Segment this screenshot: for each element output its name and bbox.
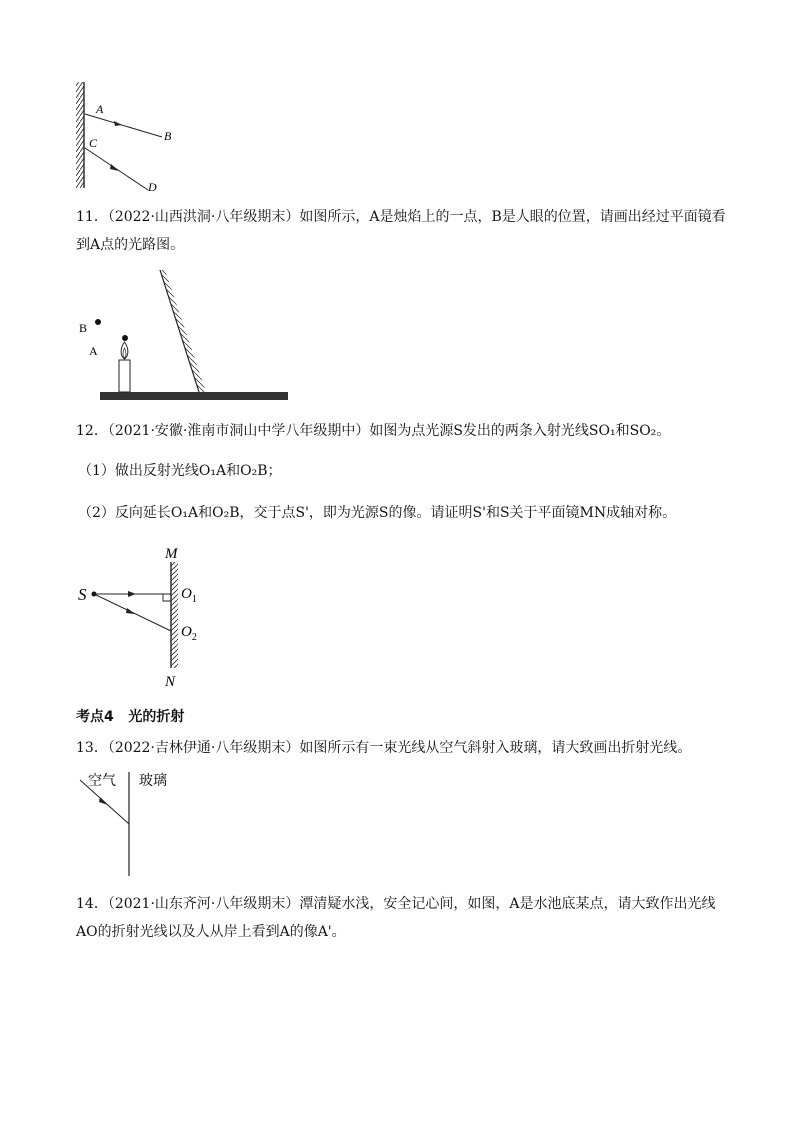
question-12-part1: （1）做出反射光线O₁A和O₂B； (78, 463, 282, 479)
candle-mirror-figure (70, 268, 300, 408)
mirror-hatching (76, 82, 84, 188)
label-c: C (89, 136, 98, 150)
label-n: N (165, 674, 176, 690)
question-11-text: 11．（2022·山西洪洞·八年级期末）如图所示，A是烛焰上的一点，B是人眼的位置，请画出经过平面镜看到A点的光路图。 (76, 209, 726, 253)
label-o2 (181, 624, 197, 643)
air-glass-figure (70, 768, 190, 880)
incident-ray-arrow (99, 797, 108, 805)
section-heading: 考点4 光的折射 (76, 709, 185, 725)
candle (119, 360, 130, 392)
label-o1 (181, 586, 197, 605)
question-14-text: 14．（2021·山东齐河·八年级期末）潭清疑水浅，安全记心间，如图，A是水池底某点，请大致作出光线AO的折射光线以及人从岸上看到A的像A'。 (76, 896, 716, 940)
table-base (100, 392, 288, 400)
mirror-surface (160, 270, 199, 392)
ray-cd-arrow (110, 164, 119, 171)
point-a (122, 335, 128, 341)
question-13-text: 13．（2022·吉林伊通·八年级期末）如图所示有一束光线从空气斜射入玻璃，请大致画出折射光线。 (76, 740, 692, 756)
question-12-part2: （2）反向延长O₁A和O₂B，交于点S'，即为光源S的像。请证明S'和S关于平面镜MN成轴对称。 (78, 505, 677, 521)
point-b (95, 319, 101, 325)
label-o1-letter: O (181, 586, 192, 602)
question-12-text: 12．（2021·安徽·淮南市洞山中学八年级期中）如图为点光源S发出的两条入射光线SO₁和SO₂。 (76, 423, 671, 439)
mirror-hatching (160, 270, 206, 392)
point-source-mirror-figure (72, 540, 222, 690)
candle-flame (121, 342, 128, 359)
label-m: M (165, 546, 178, 562)
label-d: D (148, 180, 157, 194)
label-o2-sub: 2 (191, 632, 197, 643)
ray-ab-arrow (114, 121, 122, 126)
label-o2-letter: O (181, 624, 192, 640)
ray-so2-arrow (126, 608, 135, 614)
label-b: B (164, 129, 172, 143)
mirror-rays-figure (60, 80, 200, 195)
label-o1-sub: 1 (191, 594, 197, 605)
label-glass: 玻璃 (139, 774, 167, 789)
label-air: 空气 (88, 774, 116, 789)
ray-so1-arrow (128, 591, 136, 597)
label-s: S (78, 585, 87, 604)
label-b: B (79, 321, 88, 335)
mirror-hatching (171, 562, 178, 668)
label-a: A (96, 102, 104, 116)
right-angle-mark (163, 594, 171, 601)
ray-ab (85, 114, 162, 137)
label-a: A (89, 344, 98, 358)
